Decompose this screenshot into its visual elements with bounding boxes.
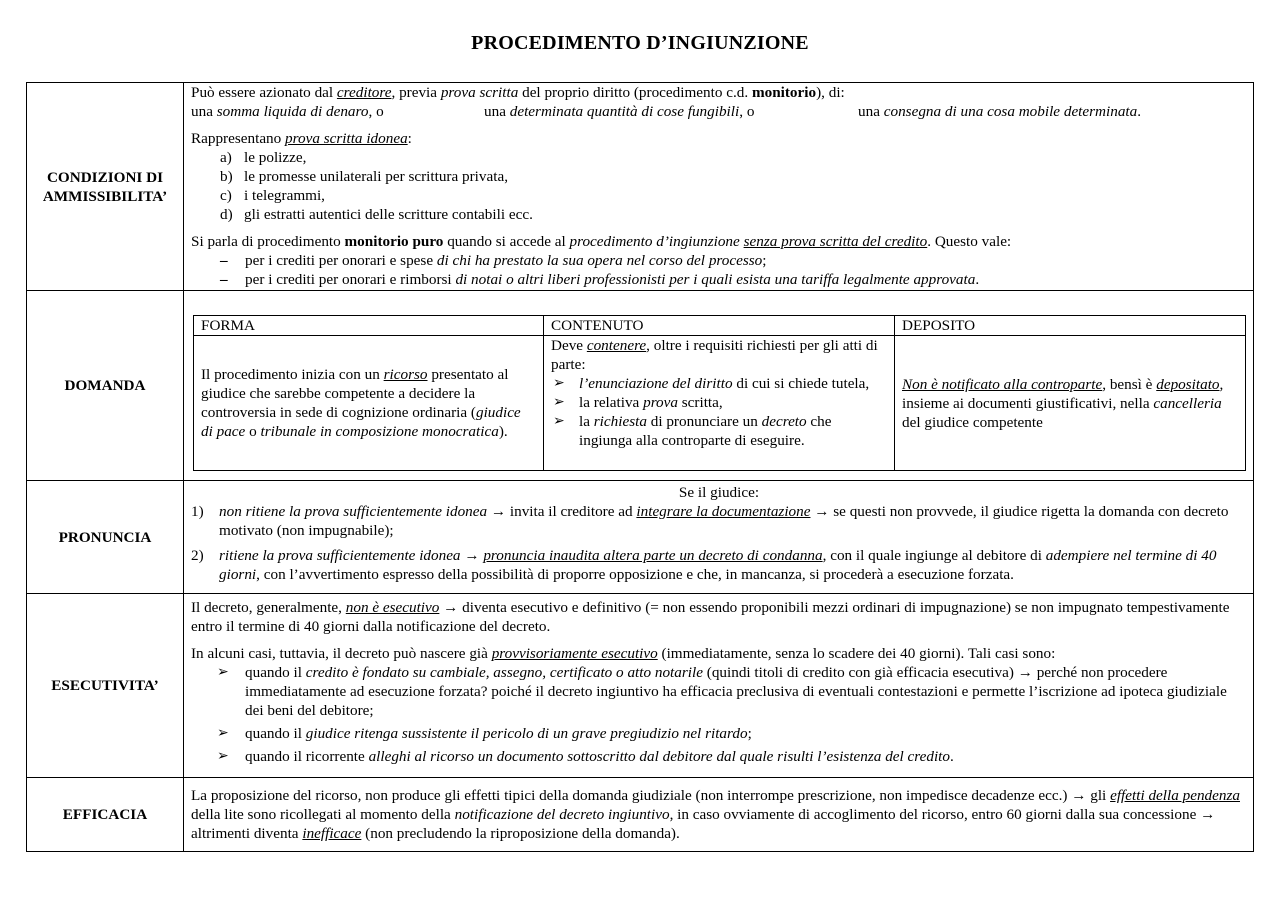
text: ). [498,423,508,440]
text: le promesse unilaterali per scrittura privata, [244,168,508,185]
row-efficacia [27,778,1254,852]
list-item [191,251,1247,270]
text: della lite sono ricollegati al momento della [191,806,455,823]
text: . Questo vale: [927,233,1012,250]
text: provvisoriamente esecutivo [491,645,658,662]
text: richiesta [593,413,647,430]
list-marker: b) [220,168,233,185]
text: consegna di una cosa mobile determinata [883,103,1138,120]
text: che ingiunga alla controparte di eseguire. [579,413,832,449]
text: giudice ritenga sussistente il pericolo di un grave pregiudizio nel ritardo [305,725,748,742]
text: ), di: [816,84,845,101]
header-contenuto: CONTENUTO [544,316,895,336]
label-line: AMMISSIBILITA’ [42,187,168,205]
header-forma: FORMA [194,316,544,336]
text: giudice di pace [201,404,521,440]
text: ritiene la prova sufficientemente idonea [219,547,461,564]
list-item [191,546,1247,584]
text: credito è fondato su cambiale, assegno, certificato o atto notarile [305,664,703,681]
arrow-bullet-icon: ➢ [217,665,229,680]
text: di chi ha prestato la sua opera nel corso del processo [436,252,763,269]
cell-forma [194,336,544,471]
option-2 [484,102,858,121]
contenuto-list [551,374,887,450]
cell-contenuto [544,336,895,471]
text: quando il [245,664,306,681]
arrow-bullet-icon: ➢ [553,395,565,410]
text: per i crediti per onorari e spese [245,252,437,269]
text: . [1137,103,1142,120]
text: (immediatamente, senza lo scadere dei 40 giorni). Tali casi sono: [657,645,1056,662]
text: effetti della pendenza [1110,787,1240,804]
text: , o [739,103,755,120]
text: , bensì è [1102,375,1157,393]
text: senza prova scritta del credito [743,233,928,250]
paragraph [191,83,1247,102]
text: una [858,103,884,120]
list-marker: 2) [191,547,204,564]
list-item [191,747,1247,766]
text: → [460,547,484,564]
text: determinata quantità di cose fungibili [509,103,740,120]
text: → diventa esecutivo e definitivo (= non essendo proponibili mezzi ordinari di impugnazione) se non impugnato tempestivamente entro il termine di 40 giorni dalla notificazione del decreto. [191,599,1230,635]
arrow-bullet-icon: ➢ [553,376,565,391]
arrow-bullet-icon: ➢ [217,726,229,741]
text: cancelleria [1153,394,1222,412]
dash-marker: – [220,252,228,269]
cell-efficacia [184,778,1254,852]
text: In alcuni casi, tuttavia, il decreto può nascere già [191,645,492,662]
text: Deve [551,337,587,354]
row-esecutivita [27,594,1254,778]
list-item [551,412,887,450]
text: : [407,130,412,147]
label-line: CONDIZIONI DI [46,168,164,186]
text: prova [643,394,678,411]
text: , con l’avvertimento espresso della possibilità di proporre opposizione e che, in mancanza, si procederà a esecuzione forzata. [256,566,1014,583]
text: decreto [761,413,807,430]
cell-domanda [184,291,1254,481]
inner-body-row [194,336,1246,471]
text: , con il quale ingiunge al debitore di [822,547,1046,564]
text: presentato al giudice che sarebbe competente a decidere la controversia in sede di cognizione ordinaria ( [201,366,509,421]
text: contenere [586,337,647,354]
options-line [191,102,1247,121]
text: quando si accede al [443,233,570,250]
text: monitorio puro [344,233,444,250]
text: di pronunciare un [646,413,762,430]
list-item [191,502,1247,540]
list-item [551,374,887,393]
option-3 [858,102,1141,121]
list-item [551,393,887,412]
paragraph [191,644,1247,663]
option-1 [191,102,484,121]
text: una [484,103,510,120]
text: Non è notificato alla controparte [902,375,1103,393]
text: di notai o altri liberi professionisti per i quali esista una tariffa legalmente approvata [455,271,976,288]
text: la [579,413,594,430]
arrow-bullet-icon: ➢ [553,414,565,429]
text: Può essere azionato dal [191,84,337,101]
text: tribunale in composizione monocratica [260,423,499,440]
list-item [191,724,1247,743]
text: alleghi al ricorso un documento sottoscritto dal debitore dal quale risulti l’esistenza del credito [368,748,950,765]
text: Il procedimento inizia con un [201,366,384,383]
text: le polizze, [244,149,307,166]
text: Si parla di procedimento [191,233,345,250]
cell-condizioni [184,83,1254,291]
paragraph [191,129,1247,148]
row-condizioni [27,83,1254,291]
summary-table [26,82,1254,852]
text: → invita il creditore ad [487,503,637,520]
text: ; [747,725,752,742]
text: la relativa [579,394,644,411]
text: una [191,103,217,120]
cell-deposito [895,336,1246,471]
row-pronuncia [27,481,1254,594]
row-label-efficacia: EFFICACIA [27,778,184,852]
list-marker: a) [220,149,232,166]
text: procedimento d’ingiunzione [569,233,740,250]
text: pronuncia inaudita altera parte un decreto di condanna [483,547,823,564]
text: inefficace [302,825,362,842]
paragraph [191,232,1247,251]
arrow-bullet-icon: ➢ [217,749,229,764]
list-item [191,167,1247,186]
text: ; [762,252,767,269]
text: non è esecutivo [345,599,440,616]
header-deposito: DEPOSITO [895,316,1246,336]
cell-pronuncia [184,481,1254,594]
text: creditore [336,84,392,101]
row-domanda [27,291,1254,481]
text: di cui si chiede tutela, [732,375,870,392]
text: ricorso [383,366,428,383]
row-label-esecutivita: ESECUTIVITA’ [27,594,184,778]
text: somma liquida di denaro [216,103,369,120]
row-label-condizioni [27,83,184,291]
page-title: PROCEDIMENTO D’INGIUNZIONE [471,32,809,54]
cell-esecutivita [184,594,1254,778]
list-marker: c) [220,187,232,204]
list-item [191,205,1247,224]
text: , o [368,103,384,120]
text: integrare la documentazione [636,503,811,520]
text: La proposizione del ricorso, non produce gli effetti tipici della domanda giudiziale (non interrompe prescrizione, non impedisce decadenze ecc.) → gli [191,787,1111,804]
text: del giudice competente [902,413,1043,431]
text: monitorio [751,84,817,101]
text: o [245,423,261,440]
text: gli estratti autentici delle scritture contabili ecc. [244,206,533,223]
text: depositato [1156,375,1220,393]
pronuncia-list [191,502,1247,584]
text: prova scritta [440,84,519,101]
text: , insieme ai documenti giustificativi, nella [902,375,1224,412]
domanda-inner-table [193,315,1246,471]
text: . [975,271,980,288]
dash-marker: – [220,271,228,288]
text: → se questi non provvede, il giudice rigetta la domanda con decreto motivato (non impugnabile); [219,503,1229,539]
list-item [191,663,1247,720]
text: quando il ricorrente [245,748,369,765]
text: per i crediti per onorari e rimborsi [245,271,456,288]
list-marker: d) [220,206,233,223]
paragraph [191,598,1247,636]
list-item [191,148,1247,167]
text: del proprio diritto (procedimento c.d. [518,84,752,101]
pronuncia-intro: Se il giudice: [678,484,760,501]
text: (non precludendo la riproposizione della domanda). [361,825,680,842]
text: scritta, [677,394,723,411]
text: Rappresentano [191,130,286,147]
text: notificazione del decreto ingiuntivo [454,806,670,823]
text: i telegrammi, [244,187,325,204]
text: , oltre i requisiti richiesti per gli atti di parte: [551,337,878,373]
monitorio-list [191,251,1247,289]
text: , in caso ovviamente di accoglimento del ricorso, entro 60 giorni dalla sua concessione → altrimenti diventa [191,806,1216,842]
text: . [950,748,954,765]
text: (quindi titoli di credito con già efficacia esecutiva) → perché non procedere immediatamente ad esecuzione forzata? poiché il decreto ingiuntivo ha efficacia preclusiva di eventuali contestazioni e permette l’iscrizione ad ipoteca giudiziale dei beni del debitore; [245,664,1227,719]
list-item [191,186,1247,205]
list-marker: 1) [191,503,204,520]
inner-header-row [194,316,1246,336]
text: l’enunciazione del diritto [579,375,733,392]
text: quando il [245,725,306,742]
paragraph [191,786,1247,843]
text: Il decreto, generalmente, [191,599,346,616]
row-label-pronuncia: PRONUNCIA [27,481,184,594]
prova-list [191,148,1247,224]
casi-list [191,663,1247,766]
text: prova scritta idonea [285,130,408,147]
list-item [191,270,1247,289]
text: , previa [391,84,441,101]
row-label-domanda: DOMANDA [27,291,184,481]
text: adempiere nel termine di 40 giorni [219,547,1217,583]
text: non ritiene la prova sufficientemente idonea [219,503,488,520]
